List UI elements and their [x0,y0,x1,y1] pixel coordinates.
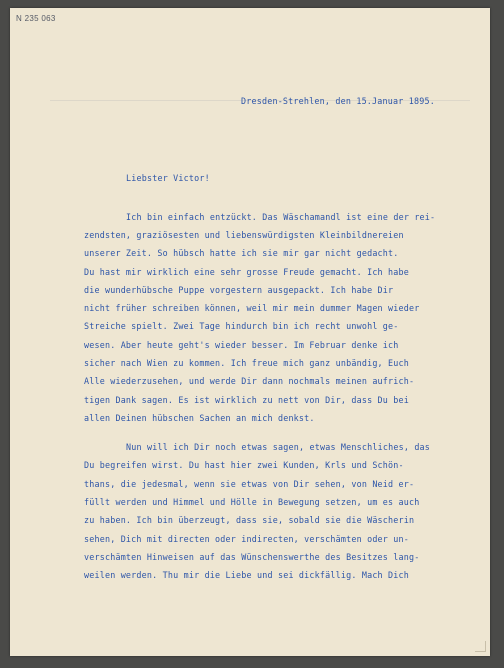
text-line: die wunderhübsche Puppe vorgestern ausgepackt. Ich habe Dir [84,285,394,295]
letter-sheet [10,8,490,656]
text-line: sicher nach Wien zu kommen. Ich freue mich ganz unbändig, Euch [84,358,410,368]
text-line: verschämten Hinweisen auf das Wünschenswerthe des Besitzes lang- [84,552,420,562]
text-line: nicht früher schreiben können, weil mir mein dummer Magen wieder [84,303,420,313]
text-line: unserer Zeit. So hübsch hatte ich sie mir gar nicht gedacht. [84,248,399,258]
text-line: zendsten, graziösesten und liebenswürdigsten Kleinbildnereien [84,230,404,240]
text-line: sehen, Dich mit directen oder indirecten, verschämten oder un- [84,534,410,544]
text-line: zu haben. Ich bin überzeugt, dass sie, sobald sie die Wäscherin [84,515,415,525]
text-line: thans, die jedesmal, wenn sie etwas von Dir sehen, von Neid er- [84,479,415,489]
text-line: Ich bin einfach entzückt. Das Wäschamandl ist eine der rei- [126,212,436,222]
text-line: Streiche spielt. Zwei Tage hindurch bin ich recht unwohl ge- [84,321,399,331]
text-line: Alle wiederzusehen, und werde Dir dann nochmals meinen aufrich- [84,376,415,386]
text-line: füllt werden und Himmel und Hölle in Bewegung setzen, um es auch [84,497,420,507]
text-line: allen Deinen hübschen Sachen an mich denkst. [84,413,315,423]
place-date: Dresden-Strehlen, den 15.Januar 1895. [241,96,435,106]
salutation: Liebster Victor! [126,173,210,183]
text-line: wesen. Aber heute geht's wieder besser. Im Februar denke ich [84,340,399,350]
text-line: weilen werden. Thu mir die Liebe und sei dickfällig. Mach Dich [84,570,410,580]
text-line: Nun will ich Dir noch etwas sagen, etwas Menschliches, das [126,442,431,452]
text-line: Du begreifen wirst. Du hast hier zwei Kunden, Krls und Schön- [84,460,404,470]
text-line: tigen Dank sagen. Es ist wirklich zu nett von Dir, dass Du bei [84,395,410,405]
archive-mark: N 235 063 [16,14,56,23]
text-line: Du hast mir wirklich eine sehr grosse Freude gemacht. Ich habe [84,267,410,277]
page-corner [475,641,486,652]
